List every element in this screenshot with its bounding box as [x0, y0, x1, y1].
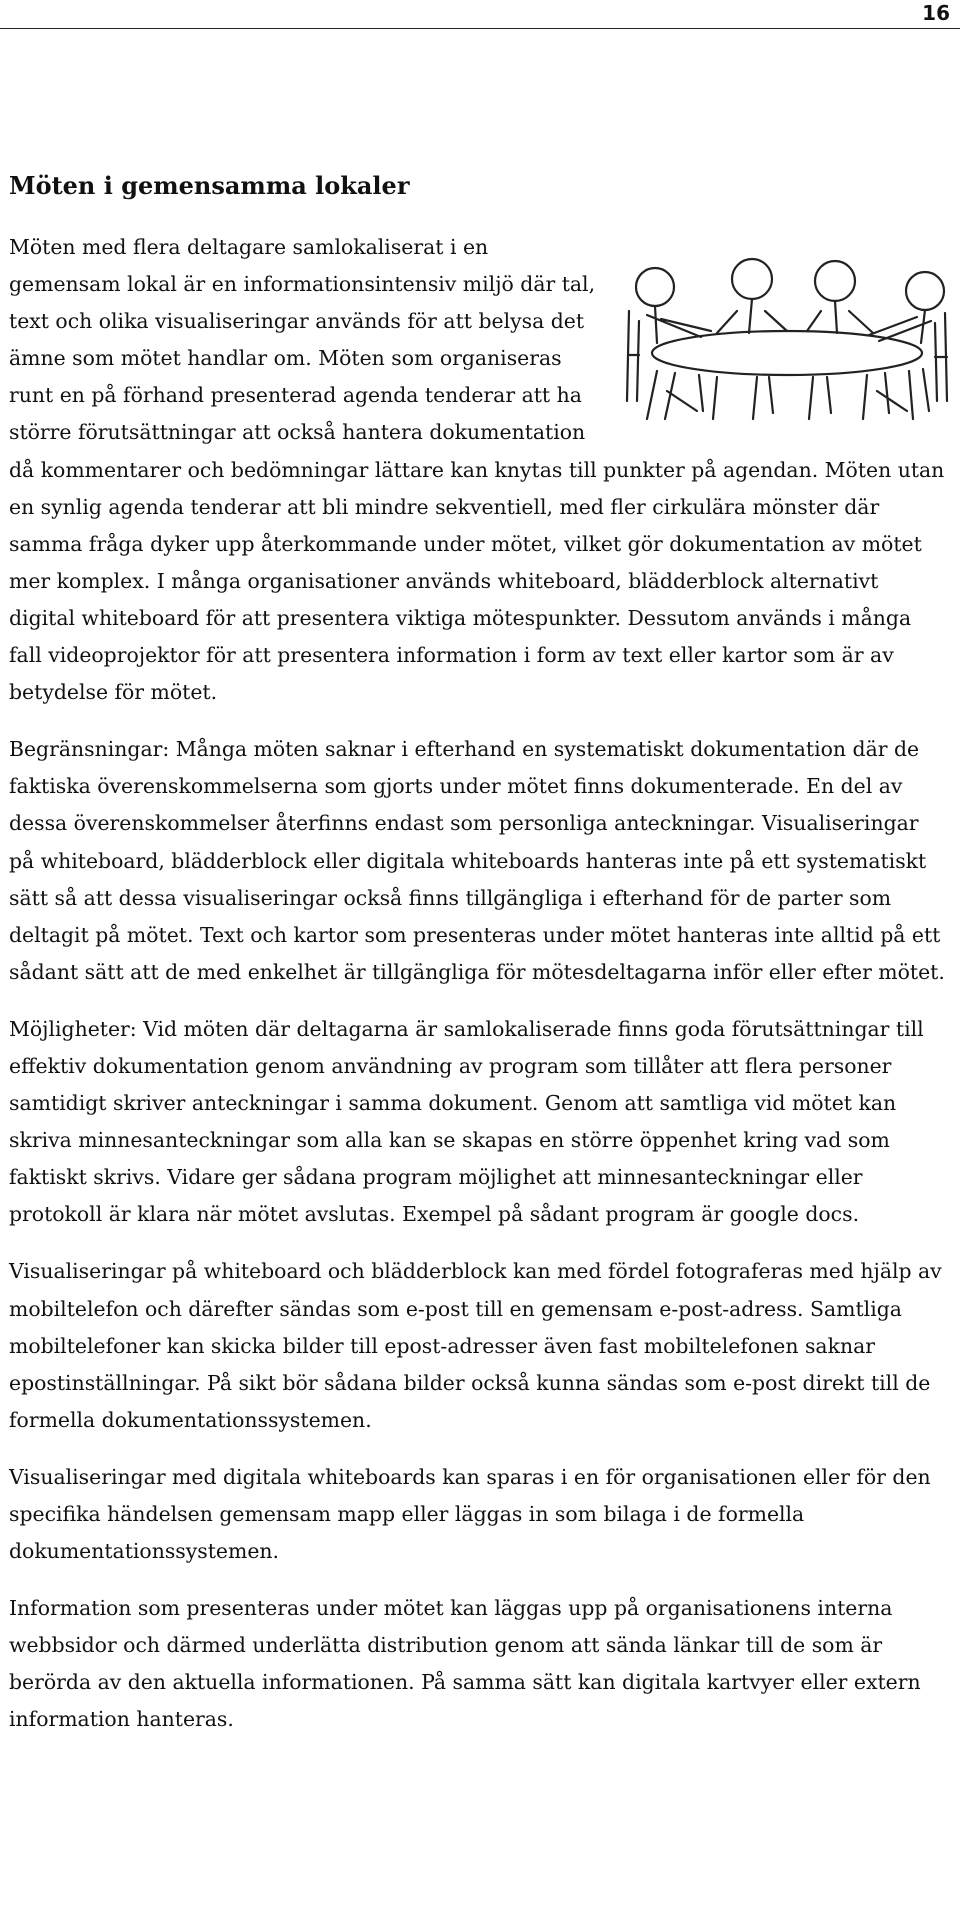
paragraph-whiteboard-photos: Visualiseringar på whiteboard och blädderblock kan med fördel fotograferas med hjälp av mobiltelefon och därefter sändas som e-post till en gemensam e-post-adress. Samtliga mobiltelefoner kan skicka bilder till epost-adresser även fast mobiltelefonen saknar epostinställningar. På sikt bör sådana bilder också kunna sändas som e-post direkt till de formella dokumentationssystemen.: [9, 1259, 942, 1432]
paragraph-limitations: Begränsningar: Många möten saknar i efterhand en systematiskt dokumentation där de faktiska överenskommelserna som gjorts under mötet finns dokumenterade. En del av dessa överenskommelser återfinns endast som personliga anteckningar. Visualiseringar på whiteboard, blädderblock eller digitala whiteboards hanteras inte på ett systematiskt sätt så att dessa visualiseringar också finns tillgängliga i efterhand för de parter som deltagit på mötet. Text och kartor som presenteras under mötet hanteras inte alltid på ett sådant sätt att de med enkelhet är tillgängliga för mötesdeltagarna inför eller efter mötet.: [9, 737, 945, 984]
page-number: 16: [922, 1, 950, 25]
meeting-table-illustration-icon: [617, 251, 957, 426]
section-title: Möten i gemensamma lokaler: [9, 171, 410, 200]
paragraph-intro: Möten med flera deltagare samlokaliserat i en gemensam lokal är en informationsintensiv miljö där tal, text och olika visualiseringar används för att belysa det ämne som mötet handlar om. Möten som organiseras runt en på förhand presenterad agenda tenderar att ha större förutsättningar att också hantera dokumentation då kommentarer och bedömningar lättare kan knytas till punkter på agendan. Möten utan en synlig agenda tenderar att bli mindre sekventiell, med fler cirkulära mönster där samma fråga dyker upp återkommande under mötet, vilket gör dokumentation av mötet mer komplex. I många organisationer används whiteboard, blädderblock alternativt digital whiteboard för att presentera viktiga mötespunkter. Dessutom används i många fall videoprojektor för att presentera information i form av text eller kartor som är av betydelse för mötet.: [9, 235, 945, 705]
paragraph-information-sharing: Information som presenteras under mötet kan läggas upp på organisationens interna webbsidor och därmed underlätta distribution genom att sända länkar till de som är berörda av den aktuella informationen. På samma sätt kan digitala kartvyer eller extern information hanteras.: [9, 1596, 921, 1732]
page-header: [0, 0, 960, 29]
document-body: [9, 165, 949, 1759]
paragraph-digital-whiteboards: Visualiseringar med digitala whiteboards kan sparas i en för organisationen eller för den specifika händelsen gemensam mapp eller läggas in som bilaga i de formella dokumentationssystemen.: [9, 1464, 931, 1564]
paragraph-possibilities: Möjligheter: Vid möten där deltagarna är samlokaliserade finns goda förutsättningar till effektiv dokumentation genom användning av program som tillåter att flera personer samtidigt skriver anteckningar i samma dokument. Genom att samtliga vid mötet kan skriva minnesanteckningar som alla kan se skapas en större öppenhet kring vad som faktiskt skrivs. Vidare ger sådana program möjlighet att minnesanteckningar eller protokoll är klara när mötet avslutas. Exempel på sådant program är google docs.: [9, 1016, 924, 1227]
